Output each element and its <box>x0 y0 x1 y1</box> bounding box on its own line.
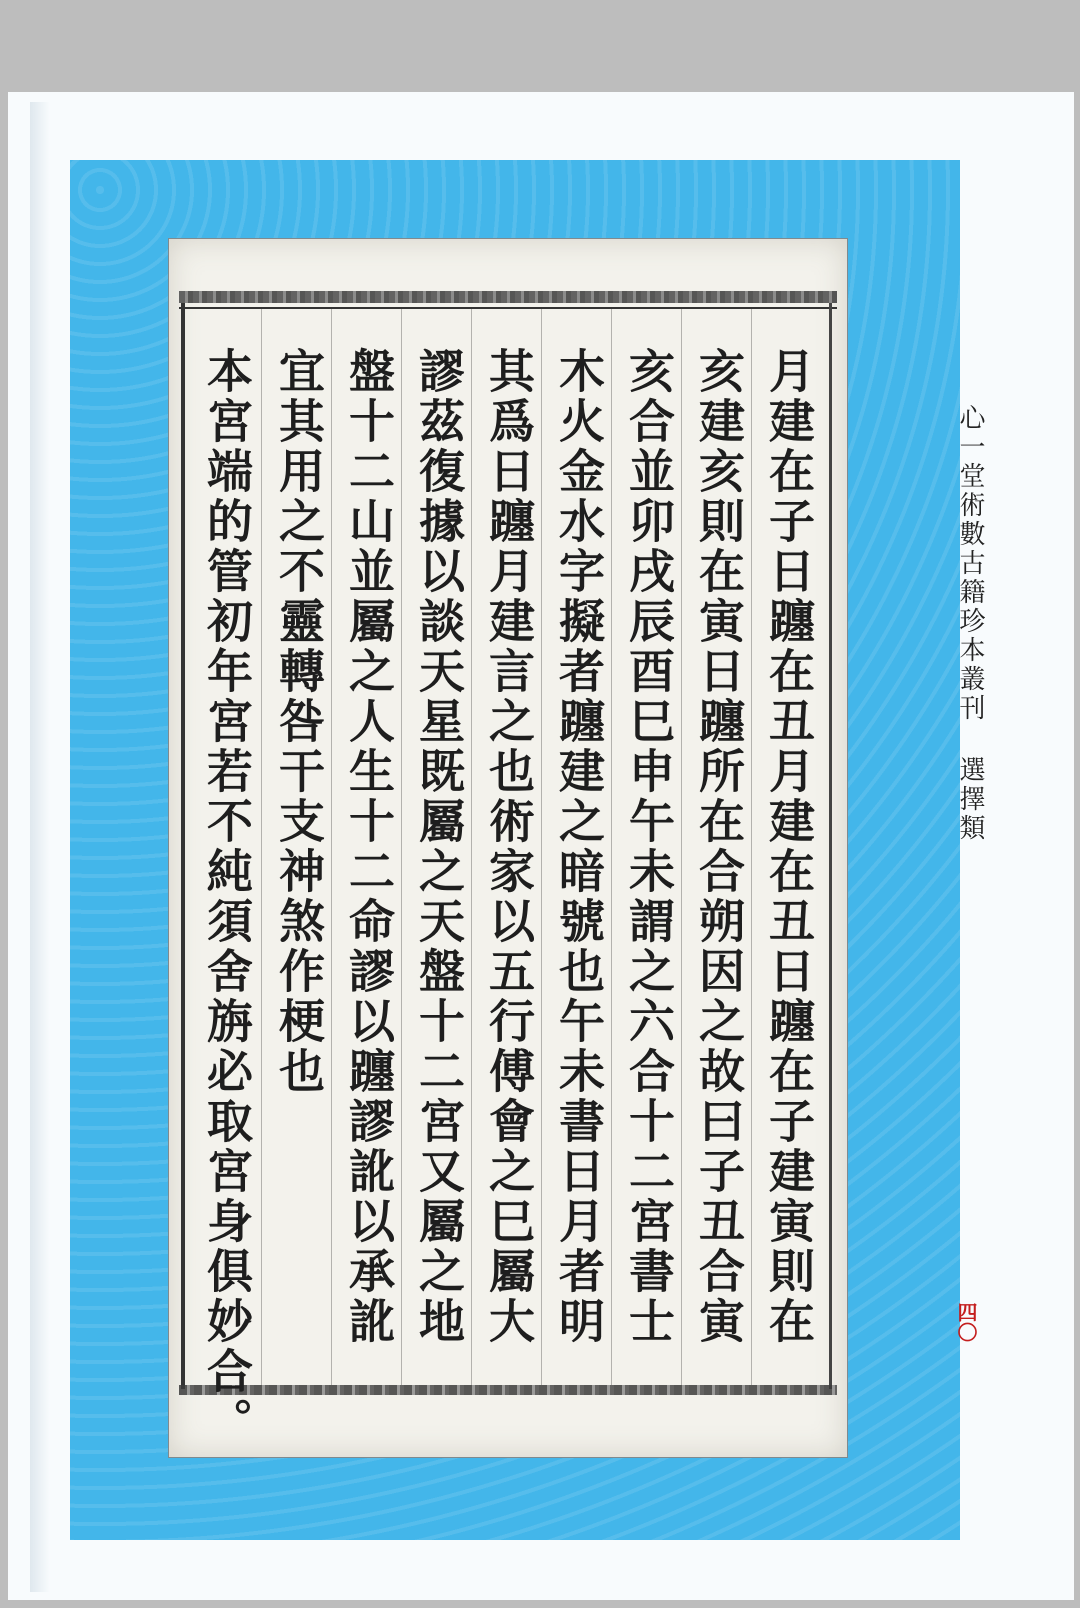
blue-patterned-background <box>70 160 960 1540</box>
right-border <box>829 303 832 1389</box>
page-number: 四〇 <box>954 1302 978 1342</box>
column-rule <box>681 309 682 1385</box>
text-column-4: 木火金水字擬者躔建之暗號也午未書日月者明 <box>552 347 606 1347</box>
column-rule <box>261 309 262 1385</box>
text-column-5: 其爲日躔月建言之也術家以五行傅會之巳屬大 <box>482 347 536 1347</box>
page-binding-edge <box>30 102 50 1592</box>
top-border <box>179 291 837 303</box>
text-column-2: 亥建亥則在寅日躔所在合朔因之故曰子丑合寅 <box>692 347 746 1347</box>
text-column-7: 盤十二山並屬之人生十二命謬以躔謬訛以承訛 <box>342 347 396 1347</box>
column-rule <box>751 309 752 1385</box>
column-rule <box>401 309 402 1385</box>
column-rule <box>541 309 542 1385</box>
series-title: 心一堂術數古籍珍本叢刊 選擇類 <box>955 404 985 843</box>
text-column-8: 宜其用之不靈轉咎干支神煞作梗也 <box>272 347 326 1097</box>
text-column-3: 亥合並卯戌辰酉巳申午未謂之六合十二宮書士 <box>622 347 676 1347</box>
column-rule <box>331 309 332 1385</box>
text-column-6: 謬茲復據以談天星既屬之天盤十二宮又屬之地 <box>412 347 466 1347</box>
left-border <box>181 303 185 1389</box>
column-rule <box>611 309 612 1385</box>
text-column-1: 月建在子日躔在丑月建在丑日躔在子建寅則在 <box>762 347 816 1347</box>
top-border-line <box>179 307 837 309</box>
column-rule <box>471 309 472 1385</box>
book-page <box>8 92 1074 1600</box>
bottom-border <box>179 1385 837 1395</box>
scanned-woodblock-page <box>168 238 848 1458</box>
text-column-9: 本宮端的管初年宮若不純須舍旃必取宮身俱妙合。 <box>200 347 254 1447</box>
